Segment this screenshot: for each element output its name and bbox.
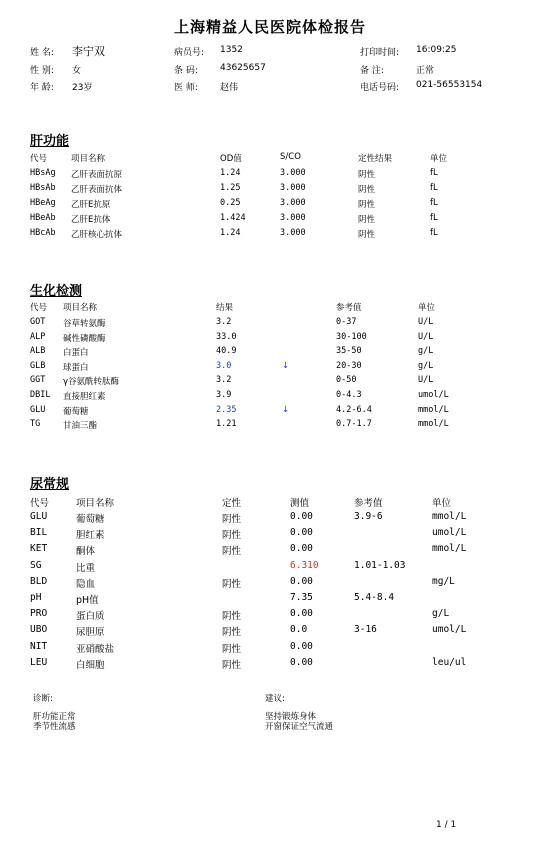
cell-col-qual: 阴性	[358, 230, 376, 240]
cell-ref: 35-50	[336, 346, 362, 357]
cell-col-od: 1.25	[220, 183, 241, 193]
cell-code: GLB	[30, 360, 46, 371]
cell-unit: umol/L	[418, 390, 449, 400]
cell-unit: mg/L	[432, 575, 455, 587]
diagnosis-label: 诊断:	[33, 694, 53, 704]
cell-col-name: 乙肝表面抗原	[71, 170, 123, 180]
cell-code: pH	[30, 592, 42, 603]
down-arrow-icon: ↓	[282, 360, 290, 371]
cell-unit: umol/L	[432, 527, 467, 539]
table-row	[0, 419, 540, 433]
cell-col-sco: 3.000	[280, 198, 306, 208]
cell-value: 0.00	[290, 640, 313, 652]
cell-qual: 阴性	[222, 659, 242, 671]
cell-unit: U/L	[418, 375, 434, 386]
phone-value: 021-56553154	[416, 80, 483, 90]
cell-col-code: HBeAg	[30, 198, 56, 208]
note-label: 备 注:	[360, 66, 384, 76]
header-col-sco: S/CO	[280, 152, 301, 162]
cell-result: 3.2	[216, 317, 232, 327]
table-row	[0, 213, 540, 227]
cell-name: 尿胆原	[76, 627, 105, 639]
table-row	[0, 390, 540, 404]
cell-col-unit: fL	[430, 183, 438, 193]
header-col-value: 测值	[290, 498, 310, 509]
cell-qual: 阴性	[222, 546, 242, 558]
cell-col-name: 乙肝核心抗体	[71, 230, 123, 240]
cell-col-od: 1.24	[220, 168, 241, 178]
table-row	[0, 375, 540, 389]
cell-name: 碱性磷酸酶	[63, 333, 106, 344]
header-col-qual: 定性	[222, 498, 242, 509]
id-label: 病员号:	[174, 48, 205, 58]
cell-col-unit: fL	[430, 228, 438, 238]
down-arrow-icon: ↓	[282, 404, 290, 415]
urine-section-title: 尿常规	[30, 477, 70, 492]
table-row	[0, 317, 540, 331]
phone-label: 电话号码:	[360, 83, 400, 93]
cell-result: 40.9	[216, 346, 237, 357]
cell-col-sco: 3.000	[280, 228, 306, 238]
header-col-unit: 单位	[418, 303, 436, 313]
table-row	[0, 608, 540, 624]
header-col-unit: 单位	[432, 498, 452, 509]
age-label: 年 龄:	[30, 83, 54, 93]
cell-unit: mmol/L	[432, 543, 467, 555]
cell-col-od: 1.24	[220, 228, 241, 238]
header-col-code: 代号	[30, 154, 48, 164]
cell-result: 2.35	[216, 404, 237, 415]
cell-col-qual: 阴性	[358, 215, 376, 225]
cell-result: 33.0	[216, 331, 237, 342]
cell-name: 甘油三酯	[63, 421, 98, 432]
sex-value: 女	[72, 66, 82, 76]
cell-name: 谷草转氨酶	[63, 319, 106, 329]
advice-line: 开窗保证空气流通	[265, 722, 334, 732]
header-col-result: 结果	[216, 303, 234, 313]
cell-code: TG	[30, 419, 41, 430]
cell-code: UBO	[30, 624, 48, 636]
header-col-code: 代号	[30, 303, 48, 313]
cell-code: KET	[30, 543, 48, 555]
cell-name: γ谷氨酰转肽酶	[63, 377, 120, 388]
barcode-label: 条 码:	[174, 66, 198, 76]
cell-qual: 阴性	[222, 514, 242, 525]
cell-qual: 阴性	[222, 643, 242, 655]
sex-label: 性 别:	[30, 66, 54, 76]
cell-col-code: HBeAb	[30, 213, 56, 223]
cell-code: PRO	[30, 608, 48, 620]
table-row	[0, 543, 540, 559]
cell-name: 亚硝酸盐	[76, 643, 115, 655]
note-value: 正常	[416, 66, 435, 76]
cell-ref: 0-50	[336, 375, 357, 386]
cell-col-name: 乙肝E抗原	[71, 200, 111, 210]
table-row	[0, 332, 540, 346]
cell-col-code: HBsAb	[30, 183, 56, 193]
header-col-name: 项目名称	[76, 498, 115, 509]
table-header	[0, 495, 540, 511]
cell-code: GGT	[30, 375, 46, 386]
cell-unit: U/L	[418, 317, 434, 327]
table-header	[0, 152, 540, 166]
cell-col-qual: 阴性	[358, 200, 376, 210]
report-title: 上海精益人民医院体检报告	[173, 18, 366, 36]
cell-unit: g/L	[432, 608, 450, 620]
cell-code: NIT	[30, 640, 48, 652]
cell-ref: 3-16	[354, 624, 377, 636]
cell-col-code: HBcAb	[30, 228, 56, 238]
cell-name: 比重	[76, 562, 96, 574]
cell-col-name: 乙肝E抗体	[71, 215, 111, 225]
cell-name: 蛋白质	[76, 611, 105, 623]
age-value: 23岁	[72, 83, 93, 93]
advice-label: 建议:	[265, 694, 285, 704]
cell-col-sco: 3.000	[280, 183, 306, 193]
cell-qual: 阴性	[222, 611, 242, 623]
cell-unit: U/L	[418, 331, 434, 342]
table-row	[0, 405, 540, 419]
id-value: 1352	[220, 45, 243, 55]
cell-name: 酮体	[76, 546, 96, 558]
cell-qual: 阴性	[222, 627, 242, 639]
print-value: 16:09:25	[416, 45, 457, 55]
cell-unit: umol/L	[432, 624, 467, 636]
cell-col-qual: 阴性	[358, 185, 376, 195]
diagnosis-line: 肝功能正常	[33, 712, 76, 722]
barcode-value: 43625657	[220, 63, 266, 73]
cell-value: 0.00	[290, 543, 313, 555]
cell-qual: 阴性	[222, 578, 242, 590]
cell-ref: 0-4.3	[336, 390, 362, 400]
cell-value: 6.310	[290, 559, 319, 571]
cell-col-name: 乙肝表面抗体	[71, 185, 123, 195]
cell-name: 直接胆红素	[63, 392, 106, 402]
cell-name: 白细胞	[76, 659, 105, 671]
header-col-qual: 定性结果	[358, 154, 393, 164]
cell-value: 0.00	[290, 608, 313, 620]
cell-result: 3.0	[216, 360, 232, 371]
cell-unit: mmol/L	[418, 419, 449, 430]
table-row	[0, 624, 540, 640]
table-row	[0, 657, 540, 673]
cell-col-unit: fL	[430, 168, 438, 178]
table-row	[0, 168, 540, 182]
cell-unit: g/L	[418, 346, 434, 357]
cell-ref: 30-100	[336, 331, 367, 342]
cell-name: 葡萄糖	[63, 406, 89, 417]
cell-col-unit: fL	[430, 213, 438, 223]
doctor-value: 赵伟	[220, 83, 239, 93]
cell-unit: mmol/L	[432, 511, 467, 522]
cell-ref: 0.7-1.7	[336, 419, 372, 430]
table-row	[0, 641, 540, 657]
cell-name: 球蛋白	[63, 362, 89, 373]
cell-code: LEU	[30, 656, 48, 668]
table-row	[0, 576, 540, 592]
header-col-unit: 单位	[430, 154, 448, 164]
cell-code: ALP	[30, 331, 46, 342]
cell-ref: 3.9-6	[354, 511, 383, 522]
cell-col-qual: 阴性	[358, 170, 376, 180]
cell-qual: 阴性	[222, 530, 242, 542]
cell-code: GLU	[30, 511, 48, 522]
cell-col-sco: 3.000	[280, 213, 306, 223]
diagnosis-line: 季节性流感	[33, 722, 76, 732]
page-number: 1 / 1	[436, 820, 457, 830]
cell-value: 7.35	[290, 592, 313, 603]
cell-result: 3.2	[216, 375, 232, 386]
advice-line: 坚持锻炼身体	[265, 712, 317, 722]
cell-code: ALB	[30, 346, 46, 357]
table-row	[0, 361, 540, 375]
name-label: 姓 名:	[30, 48, 54, 58]
cell-ref: 4.2-6.4	[336, 404, 372, 415]
table-header	[0, 301, 540, 315]
cell-code: SG	[30, 559, 42, 571]
cell-ref: 20-30	[336, 360, 362, 371]
cell-code: BIL	[30, 527, 48, 539]
cell-col-sco: 3.000	[280, 168, 306, 178]
cell-ref: 0-37	[336, 317, 357, 327]
table-row	[0, 346, 540, 360]
cell-name: pH值	[76, 595, 99, 606]
table-row	[0, 527, 540, 543]
header-col-name: 项目名称	[63, 303, 98, 313]
doctor-label: 医 师:	[174, 83, 198, 93]
cell-code: GOT	[30, 317, 46, 327]
cell-unit: mmol/L	[418, 404, 449, 415]
cell-code: BLD	[30, 575, 48, 587]
header-col-ref: 参考值	[354, 498, 383, 509]
table-row	[0, 511, 540, 527]
cell-unit: g/L	[418, 360, 434, 371]
table-row	[0, 228, 540, 242]
cell-name: 葡萄糖	[76, 514, 105, 525]
header-col-name: 项目名称	[71, 154, 106, 164]
header-col-code: 代号	[30, 498, 50, 509]
print-label: 打印时间:	[360, 48, 400, 58]
cell-col-code: HBsAg	[30, 168, 56, 178]
cell-code: GLU	[30, 404, 46, 415]
table-row	[0, 183, 540, 197]
cell-name: 隐血	[76, 578, 96, 590]
cell-col-od: 0.25	[220, 198, 241, 208]
table-row	[0, 198, 540, 212]
cell-col-od: 1.424	[220, 213, 246, 223]
cell-value: 0.0	[290, 624, 308, 636]
table-row	[0, 560, 540, 576]
biochem-section-title: 生化检测	[30, 284, 83, 299]
cell-value: 0.00	[290, 527, 313, 539]
cell-value: 0.00	[290, 656, 313, 668]
name-value: 李宁双	[72, 45, 105, 58]
header-col-ref: 参考值	[336, 303, 362, 313]
cell-result: 1.21	[216, 419, 237, 430]
cell-ref: 1.01-1.03	[354, 559, 406, 571]
cell-value: 0.00	[290, 511, 313, 522]
liver-section-title: 肝功能	[30, 134, 70, 149]
cell-ref: 5.4-8.4	[354, 592, 395, 603]
cell-result: 3.9	[216, 390, 232, 400]
cell-name: 胆红素	[76, 530, 105, 542]
cell-name: 白蛋白	[63, 348, 89, 359]
table-row	[0, 592, 540, 608]
cell-unit: leu/ul	[432, 656, 467, 668]
cell-col-unit: fL	[430, 198, 438, 208]
cell-value: 0.00	[290, 575, 313, 587]
header-col-od: OD值	[220, 154, 242, 164]
cell-code: DBIL	[30, 390, 51, 400]
